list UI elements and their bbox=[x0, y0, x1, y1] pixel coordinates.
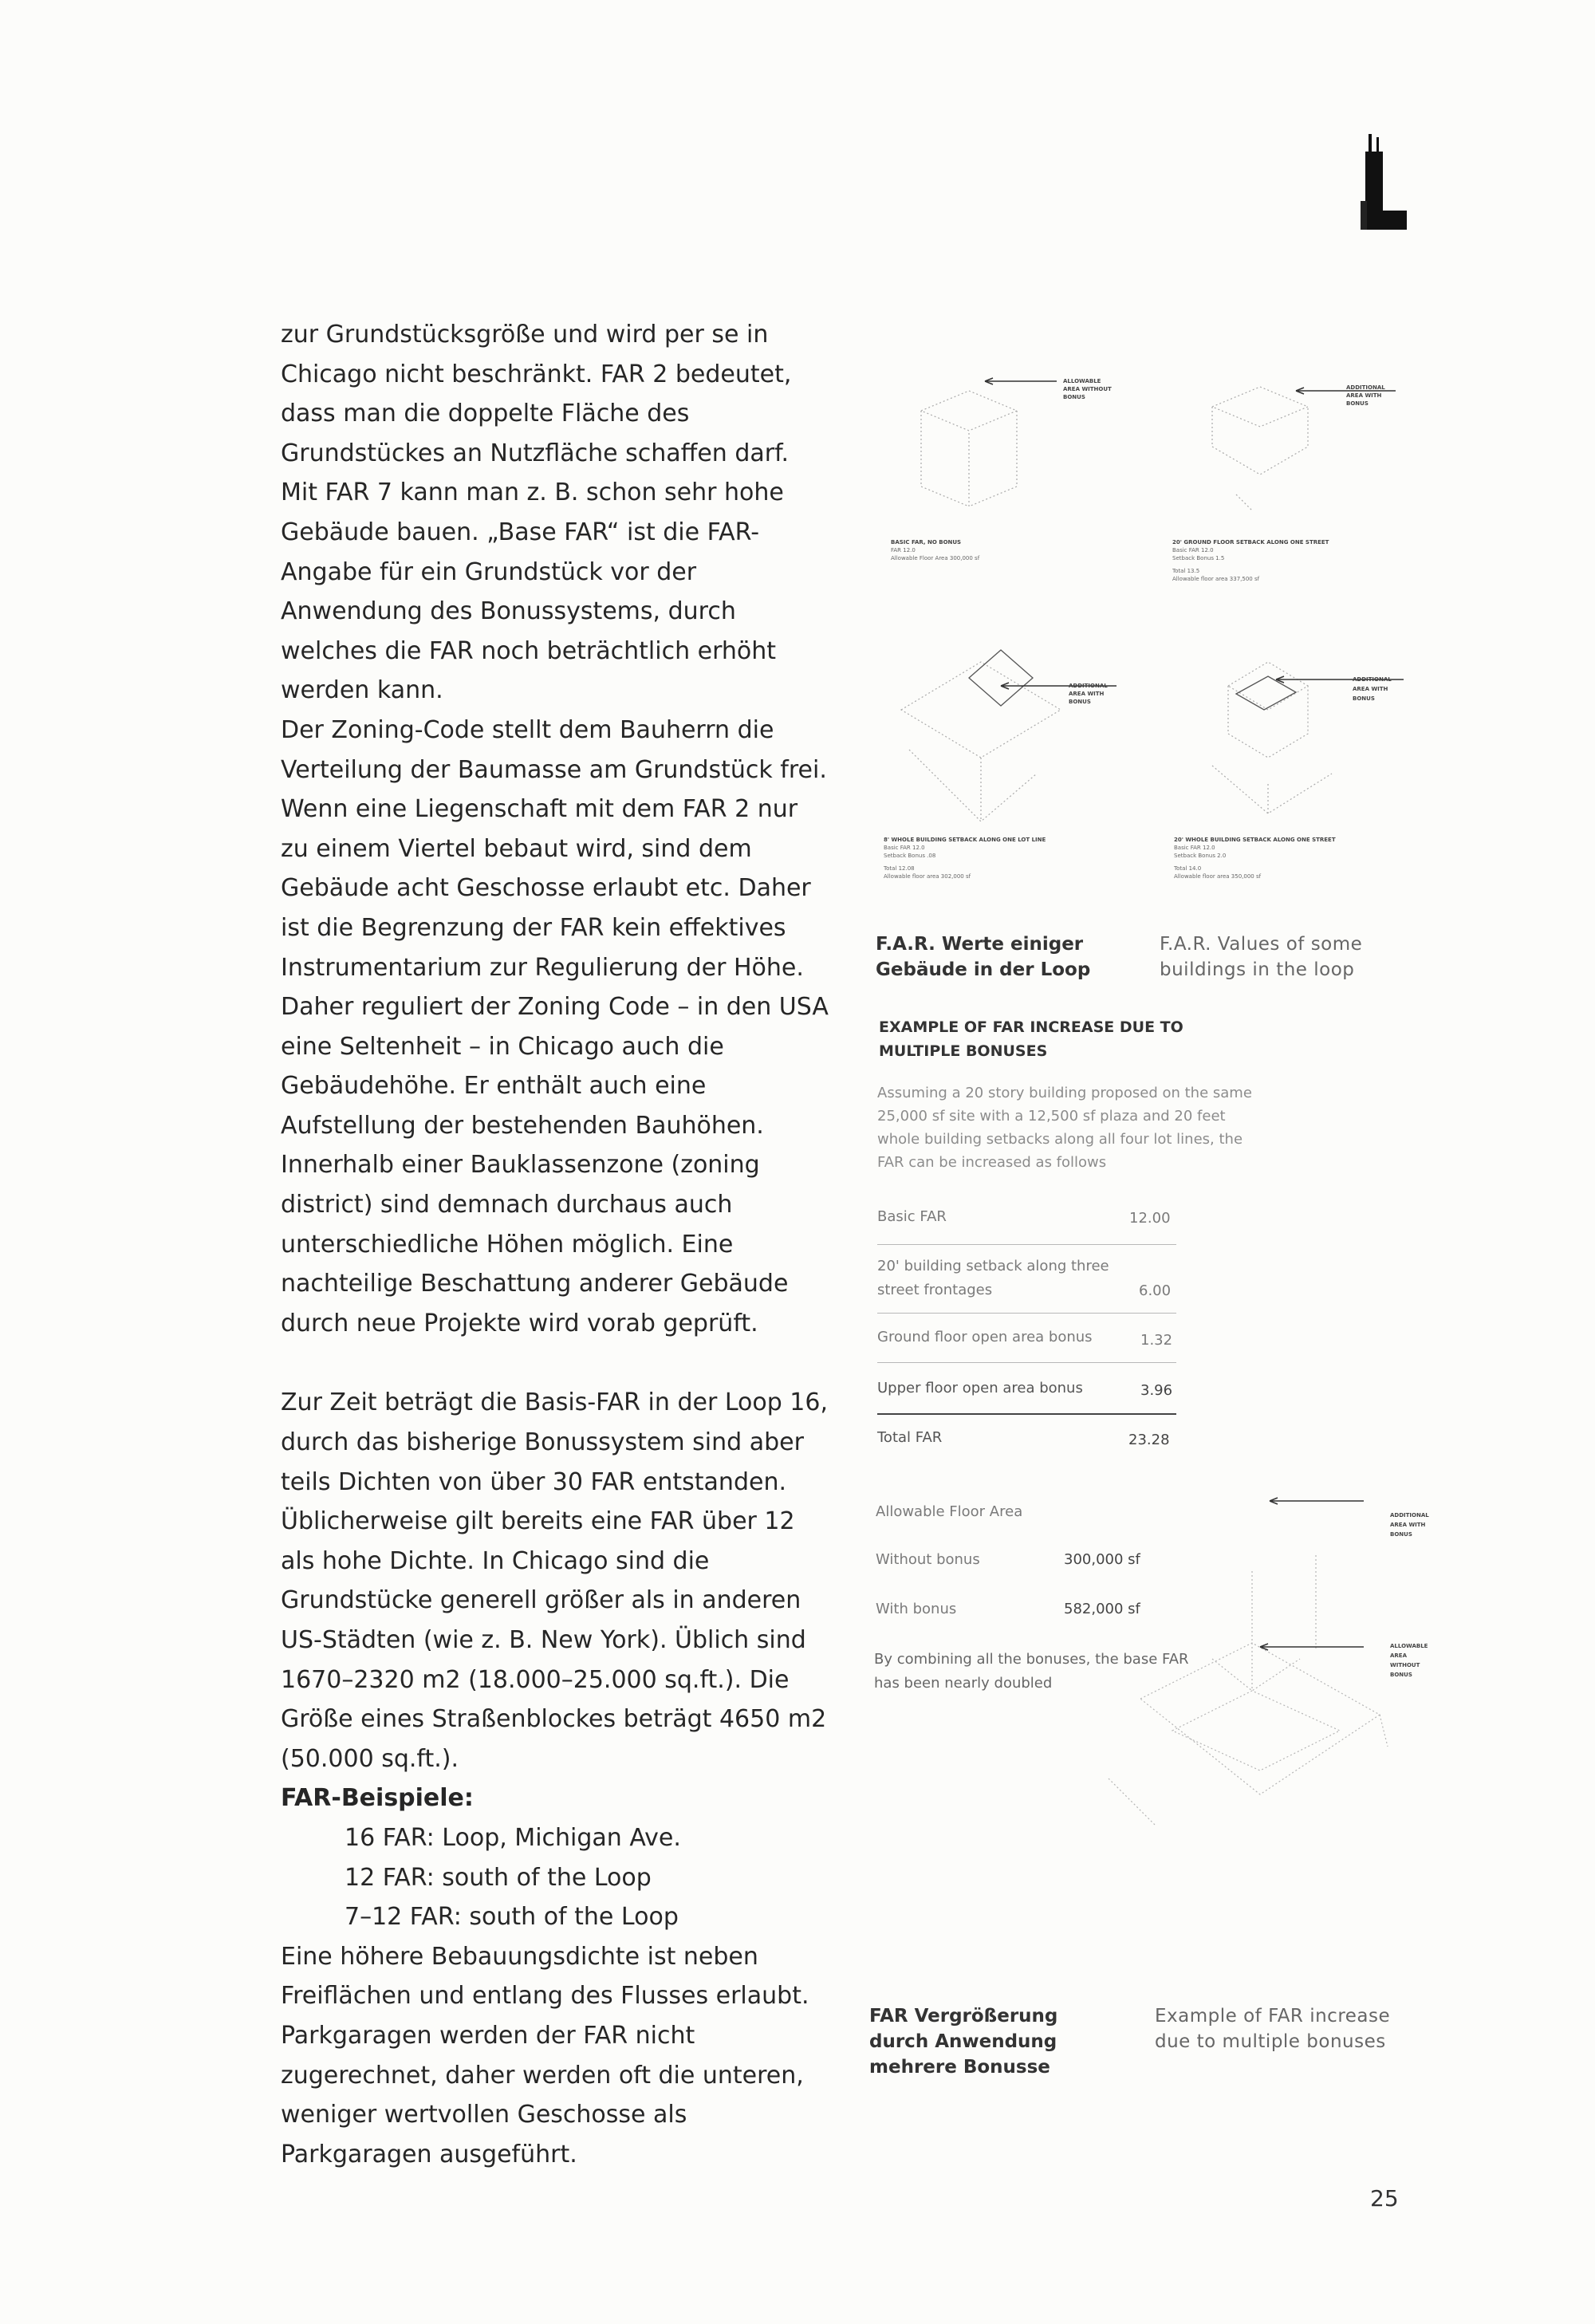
without-bonus-value: 300,000 sf bbox=[1064, 1551, 1140, 1568]
diagram-caption: 8' WHOLE BUILDING SETBACK ALONG ONE LOT LINE bbox=[884, 837, 1046, 843]
diagram-label: WITHOUT bbox=[1390, 1662, 1420, 1668]
example-title: EXAMPLE OF FAR INCREASE DUE TO MULTIPLE BONUSES bbox=[879, 1018, 1183, 1060]
allowable-floor-area-heading: Allowable Floor Area bbox=[876, 1503, 1023, 1520]
diagram-label: AREA WITH bbox=[1069, 691, 1105, 697]
paragraph-zoning-code: Der Zoning-Code stellt dem Bauherrn die Verteilung der Baumasse am Grundstück frei. Wenn eine Liegenschaft mit dem FAR 2 nur zu einem Viertel bebaut wird, sind dem Gebäude acht Geschosse erlaubt etc. Daher ist die Begrenzung der FAR kein effektives Instrumentarium zur Regulierung der Höhe. Daher reguliert der Zoning Code – in den USA eine Seltenheit – in Chicago auch die Gebäudehöhe. Er enthält auch eine Aufstellung der bestehenden Bauhöhen. Innerhalb einer Bauklassenzone (zoning district) sind demnach durchaus auch unterschiedliche Höhen möglich. Eine nachteilige Beschattung anderer Gebäude durch neue Projekte wird vorab geprüft. bbox=[281, 715, 829, 1337]
row-label: Basic FAR bbox=[877, 1208, 947, 1225]
row-value: 1.32 bbox=[1140, 1332, 1173, 1349]
diagram-label: BONUS bbox=[1353, 695, 1375, 702]
diagram-label: ADDITIONAL bbox=[1346, 384, 1385, 391]
diagram-caption: Allowable floor area 350,000 sf bbox=[1174, 873, 1262, 880]
diagram-multiple-bonuses bbox=[1013, 1491, 1443, 1866]
page-number: 25 bbox=[1370, 2185, 1399, 2212]
with-bonus-label: With bonus bbox=[876, 1601, 957, 1617]
row-value: 12.00 bbox=[1129, 1210, 1171, 1227]
diagram-label: ADDITIONAL bbox=[1390, 1512, 1429, 1518]
far-example-item: 16 FAR: Loop, Michigan Ave. bbox=[345, 1823, 681, 1852]
row-label: Total FAR bbox=[877, 1429, 943, 1446]
diagram-label: AREA WITH bbox=[1390, 1522, 1426, 1528]
diagram-caption: 20' GROUND FLOOR SETBACK ALONG ONE STREET bbox=[1172, 539, 1329, 546]
row-label: Ground floor open area bonus bbox=[877, 1329, 1093, 1345]
far-examples-heading: FAR-Beispiele: bbox=[281, 1784, 474, 1813]
paragraph-parking: Eine höhere Bebauungsdichte ist neben Freiflächen und entlang des Flusses erlaubt. Parkgaragen werden der FAR nicht zugerechnet, daher werden oft die unteren, weniger wertvollen Geschosse als Parkgaragen ausgeführt. bbox=[281, 1942, 809, 2168]
diagram-caption: Allowable floor area 302,000 sf bbox=[884, 873, 971, 880]
diagram-label: ALLOWABLE bbox=[1063, 378, 1101, 384]
without-bonus-label: Without bonus bbox=[876, 1551, 980, 1568]
caption-far-increase-en: Example of FAR increase due to multiple bonuses bbox=[1155, 2006, 1391, 2052]
caption-far-values-de: F.A.R. Werte einiger Gebäude in der Loop bbox=[876, 934, 1091, 980]
diagram-caption: Basic FAR 12.0 bbox=[1172, 547, 1214, 553]
diagram-caption: Setback Bonus .08 bbox=[884, 853, 936, 859]
diagram-label: AREA bbox=[1390, 1652, 1408, 1659]
skyline-logo-icon bbox=[1354, 134, 1412, 230]
diagram-caption: Basic FAR 12.0 bbox=[884, 845, 925, 851]
diagram-label: ALLOWABLE bbox=[1390, 1643, 1428, 1649]
caption-far-values-en: F.A.R. Values of some buildings in the loop bbox=[1160, 934, 1363, 980]
row-label: 20' building setback along three street frontages bbox=[877, 1258, 1109, 1298]
diagram-label: BONUS bbox=[1063, 394, 1085, 400]
diagram-basic-far bbox=[881, 367, 1144, 590]
diagram-label: ADDITIONAL bbox=[1353, 676, 1392, 683]
diagram-caption: Setback Bonus 2.0 bbox=[1174, 853, 1227, 859]
diagram-caption: BASIC FAR, NO BONUS bbox=[891, 539, 962, 546]
diagram-label: AREA WITH bbox=[1346, 392, 1382, 399]
with-bonus-value: 582,000 sf bbox=[1064, 1601, 1140, 1617]
diagram-caption: Allowable floor area 337,500 sf bbox=[1172, 576, 1260, 582]
diagram-label: BONUS bbox=[1069, 699, 1091, 705]
example-intro: Assuming a 20 story building proposed on the same 25,000 sf site with a 12,500 sf plaza and 20 feet whole building setbacks along all four lot lines, the FAR can be increased as follows bbox=[877, 1085, 1252, 1171]
far-example-item: 12 FAR: south of the Loop bbox=[345, 1863, 652, 1892]
example-conclusion: By combining all the bonuses, the base FAR has been nearly doubled bbox=[874, 1651, 1189, 1692]
row-value: 3.96 bbox=[1140, 1382, 1173, 1399]
row-value: 6.00 bbox=[1139, 1282, 1172, 1299]
caption-far-increase-de: FAR Vergrößerung durch Anwendung mehrere Bonusse bbox=[869, 2006, 1058, 2078]
divider bbox=[877, 1244, 1176, 1245]
diagram-label: BONUS bbox=[1390, 1531, 1412, 1538]
diagram-label: BONUS bbox=[1390, 1672, 1412, 1678]
diagram-whole-building-setback-street bbox=[1164, 638, 1436, 901]
diagram-caption: Basic FAR 12.0 bbox=[1174, 845, 1215, 851]
divider bbox=[877, 1313, 1176, 1314]
paragraph-basis-far: Zur Zeit beträgt die Basis-FAR in der Loop 16, durch das bisherige Bonussystem sind aber teils Dichten von über 30 FAR entstanden. Üblicherweise gilt bereits eine FAR über 12 als hohe Dichte. In Chicago sind die Grundstücke generell größer als in anderen US-Städten (wie z. B. New York). Üblich sind 1670–2320 m2 (18.000–25.000 sq.ft.). Die Größe eines Straßenblockes beträgt 4650 m2 (50.000 sq.ft.). bbox=[281, 1388, 829, 1773]
diagram-label: BONUS bbox=[1346, 400, 1369, 407]
diagram-label: AREA WITHOUT bbox=[1063, 386, 1112, 392]
diagram-caption: Setback Bonus 1.5 bbox=[1172, 555, 1225, 561]
left-text-column bbox=[281, 315, 831, 2174]
row-value: 23.28 bbox=[1128, 1432, 1170, 1448]
diagram-ground-floor-setback bbox=[1164, 367, 1436, 606]
diagram-label: ADDITIONAL bbox=[1069, 683, 1108, 689]
row-label: Upper floor open area bonus bbox=[877, 1380, 1083, 1396]
diagram-caption: Allowable Floor Area 300,000 sf bbox=[891, 555, 980, 561]
diagram-label: AREA WITH bbox=[1353, 686, 1388, 692]
diagram-whole-building-setback-lot bbox=[877, 638, 1148, 901]
diagram-caption: 20' WHOLE BUILDING SETBACK ALONG ONE STREET bbox=[1174, 837, 1336, 843]
divider bbox=[877, 1413, 1176, 1415]
diagram-caption: FAR 12.0 bbox=[891, 547, 916, 553]
diagram-caption: Total 13.5 bbox=[1172, 568, 1200, 574]
paragraph-far-intro: zur Grundstücksgröße und wird per se in Chicago nicht beschränkt. FAR 2 bedeutet, dass man die doppelte Fläche des Grundstückes an Nutzfläche schaffen darf. Mit FAR 7 kann man z. B. schon sehr hohe Gebäude bauen. „Base FAR“ ist die FAR-Angabe für ein Grundstück vor der Anwendung des Bonussystems, durch welches die FAR noch beträchtlich erhöht werden kann. bbox=[281, 321, 792, 705]
divider bbox=[877, 1362, 1176, 1363]
diagram-caption: Total 14.0 bbox=[1174, 865, 1202, 872]
far-example-item: 7–12 FAR: south of the Loop bbox=[345, 1903, 679, 1932]
diagram-caption: Total 12.08 bbox=[884, 865, 915, 872]
